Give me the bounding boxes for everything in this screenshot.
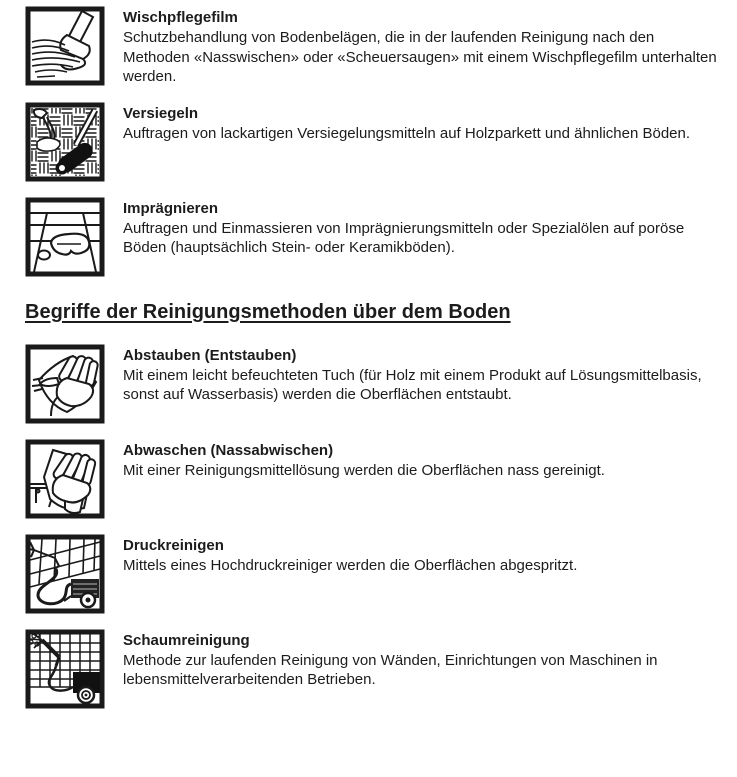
entry-title: Schaumreinigung	[123, 631, 250, 649]
foam-cleaning-icon	[25, 629, 105, 709]
glossary-entry-versiegeln	[25, 102, 725, 182]
section-heading: Begriffe der Reinigungsmethoden über dem Boden	[25, 300, 511, 323]
entry-title: Wischpflegefilm	[123, 9, 238, 26]
dusting-hand-icon	[25, 344, 105, 424]
glossary-entry-impraegnieren	[25, 197, 725, 277]
entry-description: Auftragen und Einmassieren von Imprägnierungsmitteln oder Spezialölen auf poröse Böden (hauptsächlich Stein- oder Keramikböden).	[123, 219, 685, 256]
glossary-entry-abstauben	[25, 344, 725, 424]
glossary-entry-wischpflegefilm	[25, 6, 725, 87]
glossary-entry-druckreinigen	[25, 534, 725, 614]
mop-film-icon	[25, 6, 105, 86]
entry-description: Mit einem leicht befeuchteten Tuch (für Holz mit einem Produkt auf Lösungsmittelbasis, sonst auf Wasserbasis) werden die Oberflächen entstaubt.	[123, 366, 702, 403]
glossary-entry-schaumreinigung	[25, 629, 725, 709]
entry-title: Druckreinigen	[123, 536, 224, 554]
entry-description: Mit einer Reinigungsmittellösung werden die Oberflächen nass gereinigt.	[123, 461, 605, 479]
entry-description: Mittels eines Hochdruckreiniger werden die Oberflächen abgespritzt.	[123, 556, 578, 574]
seal-roller-icon	[25, 102, 105, 182]
wet-wiping-hand-icon	[25, 439, 105, 519]
entry-description: Auftragen von lackartigen Versiegelungsmitteln auf Holzparkett und ähnlichen Böden.	[123, 124, 691, 142]
entry-title: Versiegeln	[123, 104, 199, 122]
entry-description: Methode zur laufenden Reinigung von Wänden, Einrichtungen von Maschinen in lebensmittelverarbeitenden Betrieben.	[123, 651, 658, 688]
entry-title: Abstauben (Entstauben)	[123, 346, 297, 364]
pressure-cleaner-icon	[25, 534, 105, 614]
glossary-entry-abwaschen	[25, 439, 725, 519]
impregnate-floor-icon	[25, 197, 105, 277]
entry-title: Abwaschen (Nassabwischen)	[123, 441, 334, 459]
entry-title: Imprägnieren	[123, 199, 219, 217]
entry-description: Schutzbehandlung von Bodenbelägen, die in der laufenden Reinigung nach den Methoden «Nasswischen» oder «Scheuersaugen» mit einem Wischpflegefilm unterhalten werden.	[123, 29, 717, 85]
